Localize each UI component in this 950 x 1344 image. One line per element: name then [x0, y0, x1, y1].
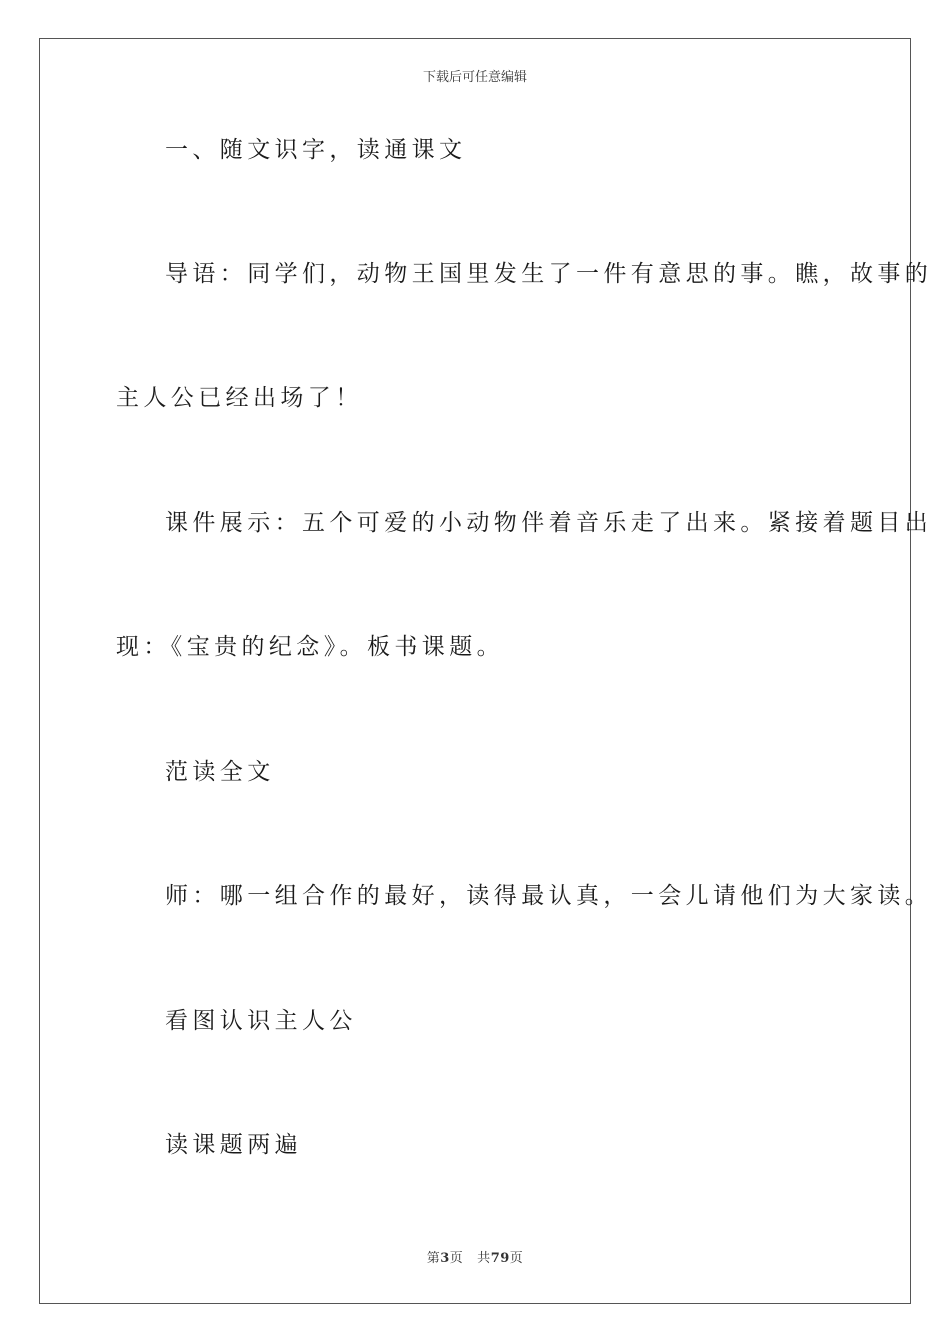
paragraph-line: 导语：同学们，动物王国里发生了一件有意思的事。瞧，故事的 — [165, 261, 933, 287]
paragraph-line: 范读全文 — [165, 759, 275, 785]
header-note: 下载后可任意编辑 — [422, 70, 527, 85]
total-pages: 79 — [490, 1251, 510, 1266]
page-border — [39, 38, 911, 1304]
page-number: 3 — [440, 1251, 450, 1266]
section-heading: 一、随文识字，读通课文 — [165, 137, 467, 163]
total-prefix: 共 — [477, 1251, 491, 1266]
paragraph-line: 师：哪一组合作的最好，读得最认真，一会儿请他们为大家读。 — [165, 883, 933, 909]
paragraph-line: 主人公已经出场了！ — [116, 385, 363, 411]
total-suffix: 页 — [509, 1251, 524, 1266]
paragraph-line: 读课题两遍 — [165, 1132, 302, 1158]
paragraph-line: 现：《宝贵的纪念》。板书课题。 — [116, 634, 504, 660]
paragraph-line: 看图认识主人公 — [165, 1008, 357, 1034]
page-prefix: 第 — [426, 1251, 441, 1266]
page-suffix: 页 — [449, 1251, 464, 1266]
page-footer — [0, 1247, 950, 1266]
paragraph-line: 课件展示：五个可爱的小动物伴着音乐走了出来。紧接着题目出 — [165, 510, 933, 536]
